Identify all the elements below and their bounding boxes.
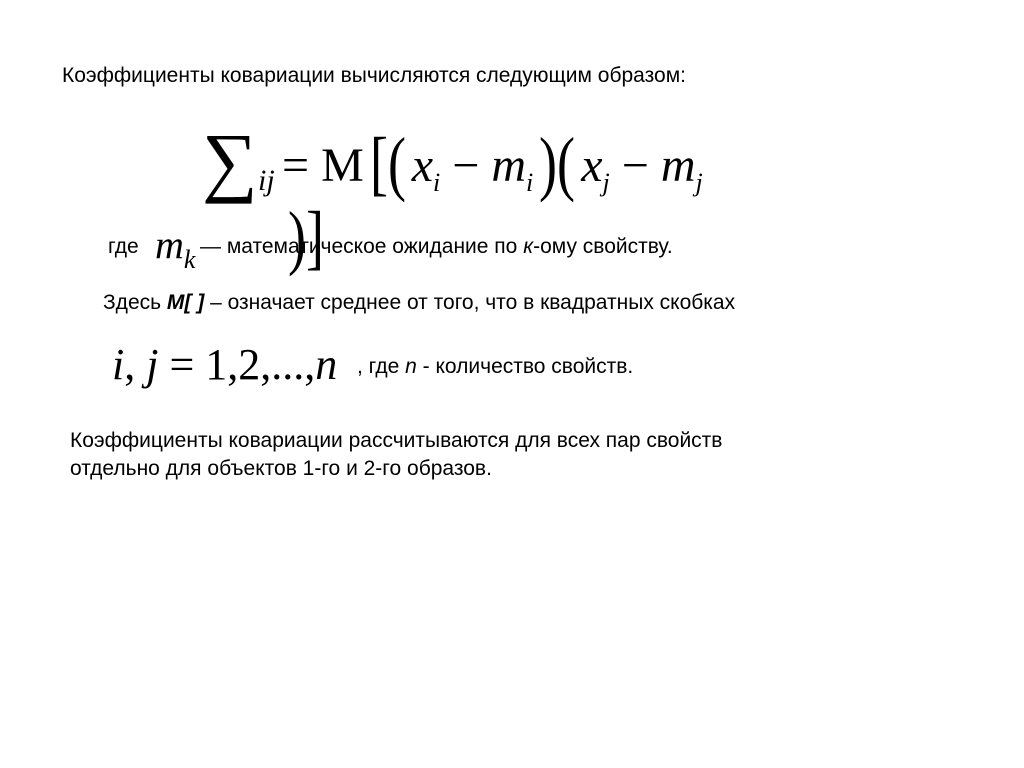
- count-line: , где n - количество свойств.: [357, 355, 634, 378]
- paragraph-line-1: Коэффициенты ковариации рассчитываются для всех пар свойств: [70, 429, 723, 452]
- where-text: — математическое ожидание по к-ому свойству.: [200, 235, 673, 258]
- paragraph-line-2: отдельно для объектов 1-го и 2-го образов.: [70, 457, 492, 480]
- formula-body: = M[( $x_i - m_i$)( $x_j - m_j$)]: [282, 123, 703, 277]
- where-prefix: где: [108, 235, 139, 258]
- mk-symbol: $m_k$: [155, 222, 196, 274]
- here-line: Здесь M[ ] – означает среднее от того, что в квадратных скобках: [103, 291, 736, 314]
- sigma-symbol: ∑: [202, 117, 258, 204]
- index-range-formula: i, j = 1,2,...,n: [112, 340, 338, 389]
- sigma-subscript: ij: [258, 164, 275, 197]
- intro-line: Коэффициенты ковариации вычисляются следующим образом:: [62, 64, 686, 87]
